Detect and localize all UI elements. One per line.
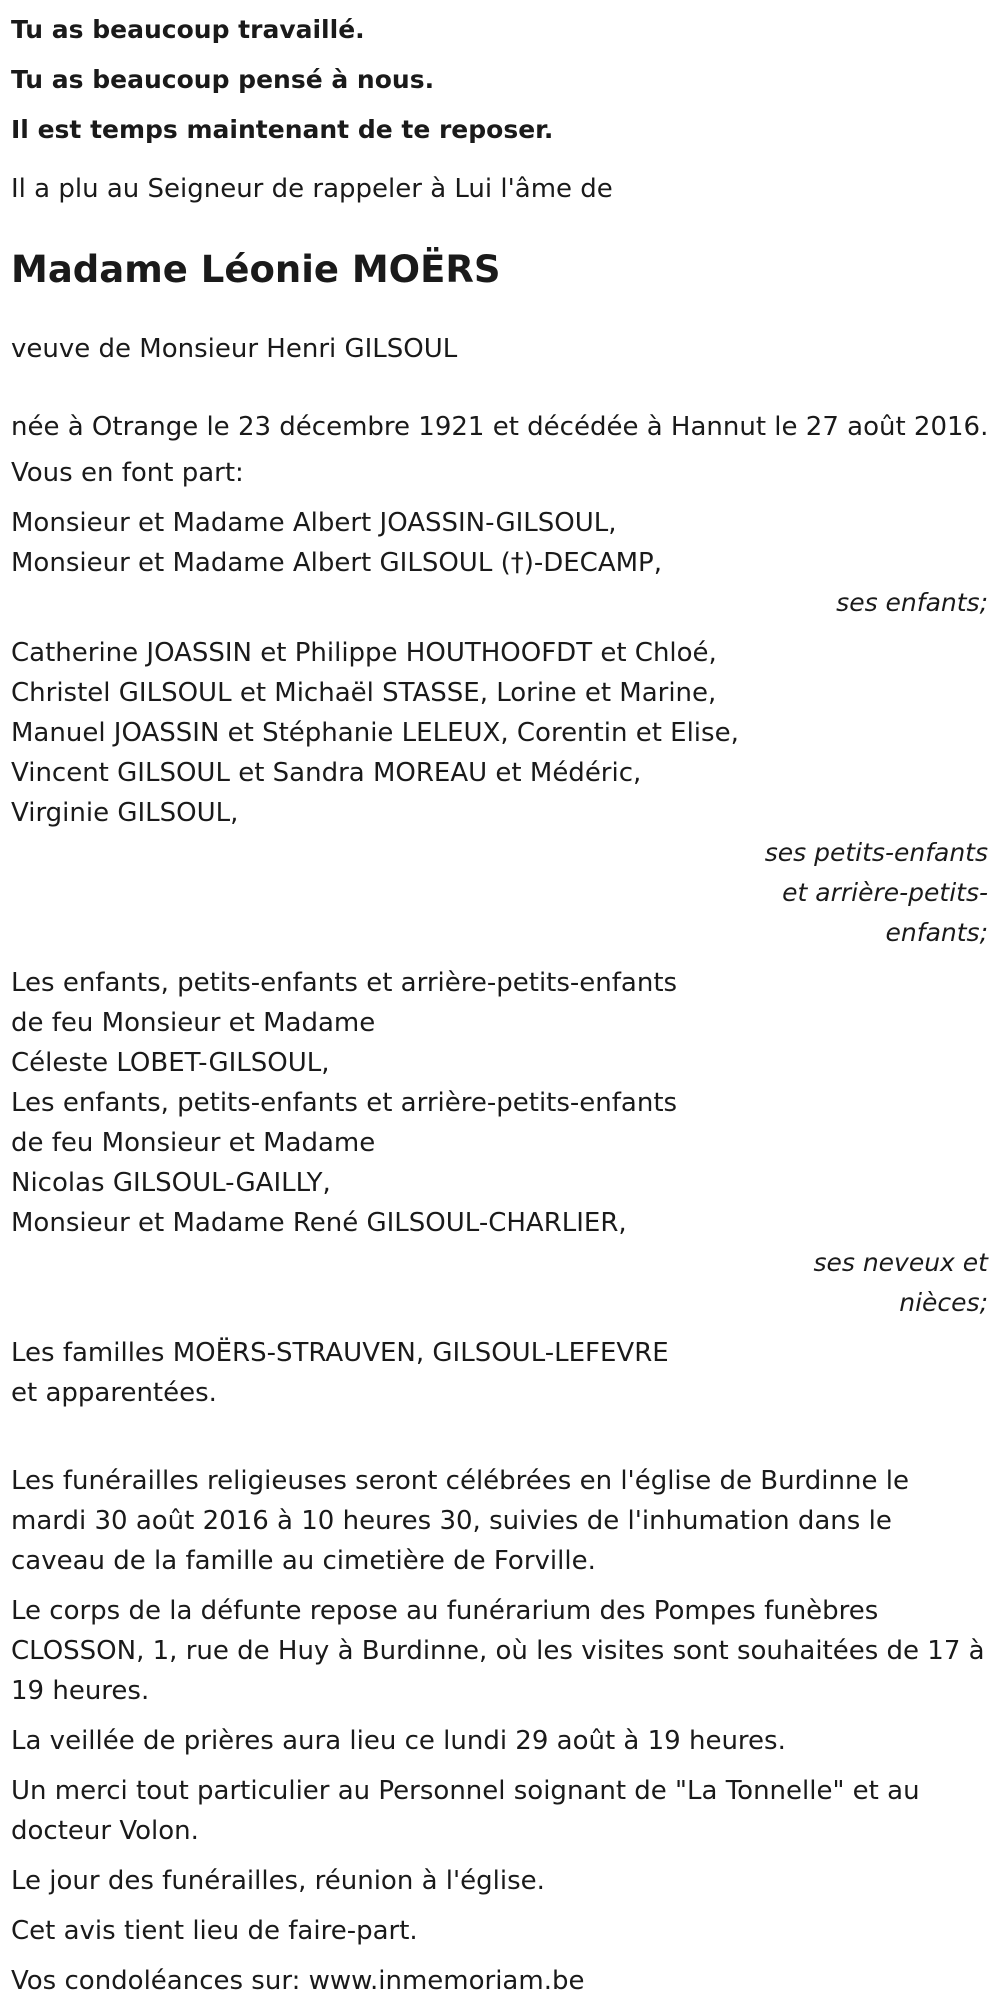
epitaph-line: Il est temps maintenant de te reposer.	[11, 115, 554, 144]
family-line: et apparentées.	[11, 1378, 217, 1408]
family-line: Monsieur et Madame René GILSOUL-CHARLIER,	[11, 1208, 627, 1238]
meeting-paragraph: Le jour des funérailles, réunion à l'église.	[11, 1866, 545, 1896]
family-line: Monsieur et Madame Albert JOASSIN-GILSOUL,	[11, 508, 617, 538]
relation-label: enfants;	[885, 918, 988, 947]
family-line: Virginie GILSOUL,	[11, 798, 239, 828]
family-line: Catherine JOASSIN et Philippe HOUTHOOFDT et Chloé,	[11, 638, 717, 668]
epitaph-line: Tu as beaucoup pensé à nous.	[11, 65, 435, 94]
family-line: Nicolas GILSOUL-GAILLY,	[11, 1168, 331, 1198]
obituary-notice	[0, 5, 990, 2001]
widow-of: veuve de Monsieur Henri GILSOUL	[11, 334, 458, 364]
relation-label: ses enfants;	[836, 588, 988, 617]
family-line: Les familles MOËRS-STRAUVEN, GILSOUL-LEFEVRE	[11, 1338, 669, 1368]
relation-label: ses neveux et	[813, 1248, 988, 1277]
nephews-group	[11, 963, 990, 1323]
thanks-paragraph: Un merci tout particulier au Personnel soignant de "La Tonnelle" et au docteur Volon.	[11, 1776, 920, 1846]
children-group	[11, 503, 990, 623]
family-line: Les enfants, petits-enfants et arrière-petits-enfants	[11, 968, 678, 998]
family-line: de feu Monsieur et Madame	[11, 1008, 376, 1038]
intro-text: Il a plu au Seigneur de rappeler à Lui l'âme de	[11, 174, 613, 204]
relation-label: nièces;	[899, 1288, 988, 1317]
epitaph-quote	[11, 5, 990, 155]
epitaph-line: Tu as beaucoup travaillé.	[11, 15, 365, 44]
condolences-paragraph: Vos condoléances sur: www.inmemoriam.be	[11, 1966, 585, 1996]
relation-label: ses petits-enfants	[764, 838, 988, 867]
families-group	[11, 1333, 990, 1413]
funeral-details	[11, 1461, 990, 2001]
funeral-paragraph: Les funérailles religieuses seront célébrées en l'église de Burdinne le mardi 30 août 2016 à 10 heures 30, suivies de l'inhumation dans le caveau de la famille au cimetière de Forville.	[11, 1466, 909, 1576]
grandchildren-group	[11, 633, 990, 953]
family-line: Manuel JOASSIN et Stéphanie LELEUX, Corentin et Elise,	[11, 718, 739, 748]
family-line: Les enfants, petits-enfants et arrière-petits-enfants	[11, 1088, 678, 1118]
vigil-paragraph: La veillée de prières aura lieu ce lundi 29 août à 19 heures.	[11, 1726, 786, 1756]
birth-death-dates: née à Otrange le 23 décembre 1921 et décédée à Hannut le 27 août 2016.	[11, 412, 989, 442]
family-line: Céleste LOBET-GILSOUL,	[11, 1048, 330, 1078]
family-line: Monsieur et Madame Albert GILSOUL (†)-DECAMP,	[11, 548, 663, 578]
relation-label: et arrière-petits-	[782, 878, 988, 907]
announcement: Vous en font part:	[11, 458, 244, 488]
funerarium-paragraph: Le corps de la défunte repose au funérarium des Pompes funèbres CLOSSON, 1, rue de Huy à Burdinne, où les visites sont souhaitées de 17 à 19 heures.	[11, 1596, 985, 1706]
notice-paragraph: Cet avis tient lieu de faire-part.	[11, 1916, 418, 1946]
deceased-name: Madame Léonie MOËRS	[11, 248, 501, 291]
family-line: de feu Monsieur et Madame	[11, 1128, 376, 1158]
family-line: Vincent GILSOUL et Sandra MOREAU et Médéric,	[11, 758, 642, 788]
family-line: Christel GILSOUL et Michaël STASSE, Lorine et Marine,	[11, 678, 717, 708]
